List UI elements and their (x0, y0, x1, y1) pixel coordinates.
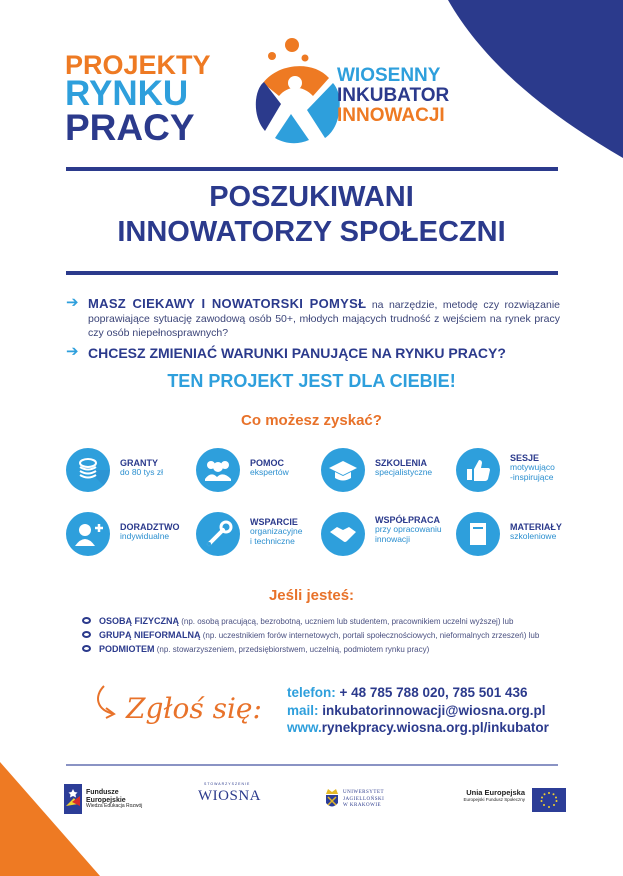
contact-info (287, 684, 549, 737)
benefit-text (375, 458, 432, 478)
logo-line: PROJEKTY (65, 50, 211, 80)
www-line[interactable] (287, 719, 549, 737)
benefit-item (456, 448, 586, 500)
benefit-text (120, 458, 163, 478)
benefit-item (196, 448, 326, 500)
benefit-desc: organizacyjne (250, 526, 303, 537)
benefit-desc: motywująco (510, 462, 555, 473)
eligibility-text: (np. uczestnikiem forów internetowych, portali społecznościowych, nieformalnych zrzeszeń) lub (200, 630, 540, 640)
divider (66, 167, 558, 171)
website-link[interactable]: rynekpracy.wiosna.org.pl/inkubator (321, 720, 549, 736)
fe-text: Fundusze (86, 789, 119, 796)
question-text: na narzędzie, metodę czy rozwiązanie poprawiające sytuację zawodową osób 50+, młodych mających trudność z wejściem na rynek pracy czy osób niepełnosprawnych? (88, 299, 561, 339)
benefit-desc: indywidualne (120, 531, 170, 542)
benefit-desc: innowacji (375, 534, 410, 545)
title-line: POSZUKIWANI (209, 181, 414, 213)
mail-line (287, 702, 549, 720)
eligibility-strong: GRUPĄ NIEFORMALNĄ (99, 629, 201, 640)
wrench-icon (196, 512, 240, 556)
question-item (66, 344, 560, 363)
benefit-title: SESJE (510, 453, 540, 463)
coins-icon (66, 448, 110, 492)
footer-divider (66, 764, 558, 766)
eligibility-item (82, 643, 560, 657)
benefit-item (456, 512, 586, 564)
benefit-title: MATERIAŁY (510, 522, 562, 532)
benefit-desc: szkoleniowe (510, 531, 557, 542)
benefit-desc: -inspirujące (510, 472, 554, 483)
uj-text: JAGIELLOŃSKI (343, 796, 385, 802)
arrow-right-icon: ➔ (66, 294, 79, 311)
benefit-text (510, 522, 562, 542)
eligibility-strong: OSOBĄ FIZYCZNĄ (99, 616, 179, 626)
add-user-icon (66, 512, 110, 556)
benefits-grid (66, 448, 566, 572)
benefit-title: DORADZTWO (120, 522, 180, 532)
fundusze-europejskie-logo (64, 784, 143, 819)
wiosenny-inkubator-innowacji-logo (337, 66, 449, 126)
benefit-item (66, 448, 196, 500)
benefit-desc: do 80 tys zł (120, 467, 163, 478)
eligibility-item (82, 615, 560, 629)
benefit-text (250, 458, 289, 478)
eligibility-text: (np. stowarzyszeniem, przedsiębiorstwem, uczelnią, podmiotem rynku pracy) (154, 644, 430, 654)
benefit-desc: ekspertów (250, 467, 289, 478)
benefit-title: POMOC (250, 458, 285, 468)
arrow-right-icon: ➔ (66, 342, 79, 360)
wiosna-name: WIOSNA (198, 788, 261, 804)
handshake-icon (321, 512, 365, 556)
bullet-ring-icon (82, 631, 91, 638)
mail-label: mail: (287, 702, 319, 718)
thumbs-up-icon (456, 448, 500, 492)
book-icon (456, 512, 500, 556)
wiosna-small: STOWARZYSZENIE (204, 782, 251, 786)
question-list (66, 295, 560, 365)
fe-subtext: Wiedza Edukacja Rozwój (86, 803, 143, 810)
benefit-desc: przy opracowaniu (375, 524, 442, 535)
wiosna-logo (198, 782, 261, 805)
footer-logos (60, 784, 560, 824)
benefit-text (375, 515, 442, 545)
title-line: INNOWATORZY SPOŁECZNI (117, 215, 506, 248)
benefit-desc: i techniczne (250, 536, 295, 547)
graduation-cap-icon (321, 448, 365, 492)
bullet-ring-icon (82, 617, 91, 624)
logo-line: INNOWACJI (337, 104, 445, 126)
eligibility-heading: Jeśli jesteś: (268, 587, 355, 604)
logo-line: WIOSENNY (337, 65, 441, 86)
header (65, 38, 485, 148)
uj-logo (325, 788, 385, 815)
projekty-rynku-pracy-logo (65, 50, 211, 148)
benefit-title: GRANTY (120, 458, 158, 468)
fe-text: Europejskie (86, 796, 126, 804)
uj-crest-icon (325, 788, 339, 810)
benefit-item (321, 512, 451, 564)
page-title (0, 180, 623, 250)
question-item (66, 295, 560, 341)
divider (66, 271, 558, 275)
ue-title: Unia Europejska (466, 788, 525, 797)
benefit-item (321, 448, 451, 500)
fe-flag-icon (64, 784, 82, 814)
eu-flag-icon (532, 788, 566, 812)
benefit-title: WSPARCIE (250, 517, 298, 527)
logo-line: PRACY (65, 106, 195, 148)
curved-arrow-icon (92, 678, 272, 738)
logo-line: RYNKU (65, 74, 189, 114)
uj-text: W KRAKOWIE (343, 803, 382, 808)
phone-line (287, 684, 549, 702)
signup-handwritten (92, 678, 272, 738)
bullet-ring-icon (82, 645, 91, 652)
ue-text (445, 788, 525, 802)
phone-label: telefon: (287, 685, 336, 700)
eligibility-strong: PODMIOTEM (99, 643, 155, 654)
benefit-text (510, 453, 555, 483)
benefit-item (66, 512, 196, 564)
gain-heading: Co możesz zyskać? (241, 412, 382, 429)
benefit-text (120, 522, 180, 542)
svg-text:Zgłoś się:: Zgłoś się: (126, 692, 262, 725)
benefit-item (196, 512, 326, 564)
email-link[interactable]: inkubatorinnowacji@wiosna.org.pl (318, 702, 546, 718)
ue-subtitle: Europejski Fundusz Społeczny (463, 797, 525, 802)
question-strong: MASZ CIEKAWY I NOWATORSKI POMYSŁ (88, 296, 367, 311)
benefit-text (250, 517, 302, 547)
eligibility-item (82, 629, 560, 643)
benefit-desc: specjalistyczne (375, 467, 433, 478)
people-icon (196, 448, 240, 492)
benefit-title: SZKOLENIA (375, 458, 428, 468)
uj-text: UNIWERSYTET (343, 790, 385, 795)
eligibility-list (82, 615, 560, 657)
logo-line: INKUBATOR (337, 84, 450, 106)
eligibility-text: (np. osobą pracującą, bezrobotną, uczniem lub studentem, pracownikiem uczelni wyższej) lub (179, 617, 514, 626)
cta-heading: TEN PROJEKT JEST DLA CIEBIE! (167, 371, 456, 391)
www-prefix: www. (287, 720, 322, 736)
phone-number[interactable]: + 48 785 788 020, 785 501 436 (335, 685, 528, 700)
question-strong: CHCESZ ZMIENIAĆ WARUNKI PANUJĄCE NA RYNKU PRACY? (88, 344, 506, 361)
benefit-title: WSPÓŁPRACA (375, 515, 440, 525)
